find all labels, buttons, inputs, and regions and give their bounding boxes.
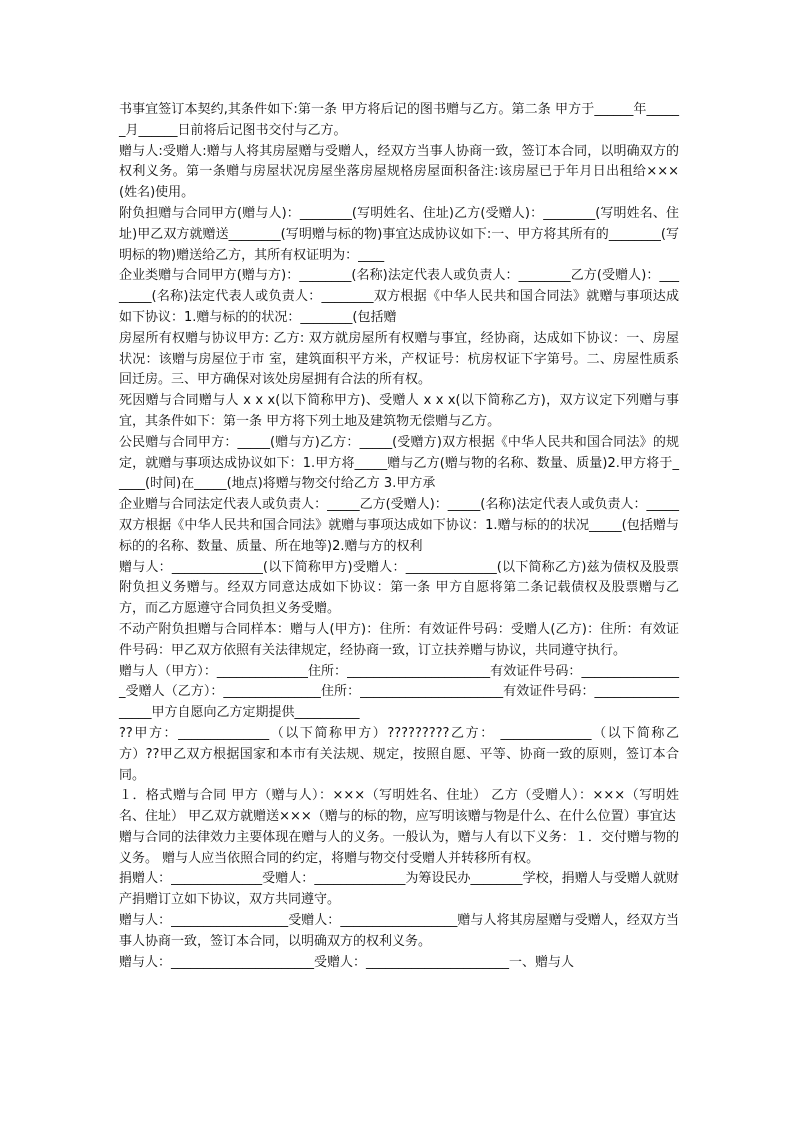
paragraph-book-gift-terms: 书事宜签订本契约,其条件如下:第一条 甲方将后记的图书赠与乙方。第二条 甲方于______年______月______日前将后记图书交付与乙方。 xyxy=(119,102,679,138)
paragraph-school-donation: 捐赠人：______________受赠人：______________为筹设民办________学校，捐赠人与受赠人就财产捐赠订立如下协议，双方共同遵守。 xyxy=(119,871,679,908)
paragraph-citizen-gift-contract: 公民赠与合同甲方：_____(赠与方)乙方：_____(受赠方)双方根据《中华人民共和国合同法》的规定，就赠与事项达成协议如下：1.甲方将_____赠与乙方(赠与物的名称、数量、质量)2.甲方将于_____(时间)在_____(地点)将赠与物交付给乙方 3.甲方承 xyxy=(119,434,679,492)
paragraph-house-gift-contract: 赠与人:受赠人:赠与人将其房屋赠与受赠人，经双方当事人协商一致，签订本合同，以明确双方的权利义务。第一条赠与房屋状况房屋坐落房屋规格房屋面积备注:该房屋已于年月日出租给×××(姓名)使用。 xyxy=(119,143,679,201)
paragraph-municipal-contract: ??甲方：______________（以下简称甲方）?????????乙方： ______________（以下简称乙方）??甲乙双方根据国家和本市有关法规、规定，按照自愿、平等、协商一致的原则，签订本合同。 xyxy=(119,725,679,783)
paragraph-bond-stock-gift: 赠与人：______________(以下简称甲方)受赠人：______________(以下简称乙方)兹为债权及股票附负担义务赠与。经双方同意达成如下协议：第一条 甲方自愿将第二条记载债权及股票赠与乙方，而乙方愿遵守合同负担义务受赠。 xyxy=(119,559,679,617)
paragraph-real-estate-gift-sample: 不动产附负担赠与合同样本：赠与人(甲方)：住所：有效证件号码：受赠人(乙方)：住所：有效证件号码：甲乙双方依照有关法律规定，经协商一致，订立扶养赠与协议，共同遵守执行。 xyxy=(119,621,679,658)
paragraph-enterprise-gift-contract-2: 企业赠与合同法定代表人或负责人：_____乙方(受赠人)：_____(名称)法定代表人或负责人：_____双方根据《中华人民共和国合同法》就赠与事项达成如下协议：1.赠与标的的状况_____(包括赠与标的的名称、数量、质量、所在地等)2.赠与方的权利 xyxy=(119,497,679,554)
document-page xyxy=(119,100,679,973)
paragraph-house-ownership-agreement: 房屋所有权赠与协议甲方: 乙方: 双方就房屋所有权赠与事宜，经协商，达成如下协议：一、房屋状况：该赠与房屋位于市 室，建筑面积平方米，产权证号：杭房权证下字第号。二、房屋性质系回迁房。三、甲方确保对该处房屋拥有合法的所有权。 xyxy=(119,330,679,388)
paragraph-standard-gift-contract: １．格式赠与合同 甲方（赠与人）：×××（写明姓名、住址） 乙方（受赠人）：×××（写明姓名、住址） 甲乙双方就赠送×××（赠与的标的物，应写明该赠与物是什么、在什么位置）事宜达 xyxy=(119,788,679,825)
paragraph-gift-legal-effect: 赠与合同的法律效力主要体现在赠与人的义务。一般认为，赠与人有以下义务：１．交付赠与物的义务。 赠与人应当依照合同的约定，将赠与物交付受赠人并转移所有权。 xyxy=(119,829,679,866)
paragraph-house-gift-contract-2: 赠与人：__________________受赠人：__________________赠与人将其房屋赠与受赠人，经双方当事人协商一致，签订本合同，以明确双方的权利义务。 xyxy=(119,913,679,949)
paragraph-gift-contract-start: 赠与人：______________________受赠人：______________________一、赠与人 xyxy=(119,954,575,970)
paragraph-gift-upon-death: 死因赠与合同赠与人 x x x(以下简称甲方)、受赠人 x x x(以下简称乙方)，双方议定下列赠与事宜，其条件如下：第一条 甲方将下列土地及建筑物无偿赠与乙方。 xyxy=(119,393,679,429)
paragraph-burdened-gift-contract: 附负担赠与合同甲方(赠与人)：________(写明姓名、住址)乙方(受赠人)：________(写明姓名、住址)甲乙双方就赠送________(写明赠与标的物)事宜达成协议如下:一、甲方将其所有的________(写明标的物)赠送给乙方，其所有权证明为：____ xyxy=(119,205,679,263)
paragraph-periodic-gift: 赠与人（甲方）：______________住所：______________________有效证件号码：________________受赠人（乙方）：_______________住所：______________________有效证件号码：__________________甲方自愿向乙方定期提供__________ xyxy=(119,663,679,721)
paragraph-enterprise-gift-contract: 企业类赠与合同甲方(赠与方)：________(名称)法定代表人或负责人：________乙方(受赠人)：________(名称)法定代表人或负责人：________双方根据《中华人民共和国合同法》就赠与事项达成如下协议：1.赠与标的的状况：________(包括赠 xyxy=(119,268,679,325)
